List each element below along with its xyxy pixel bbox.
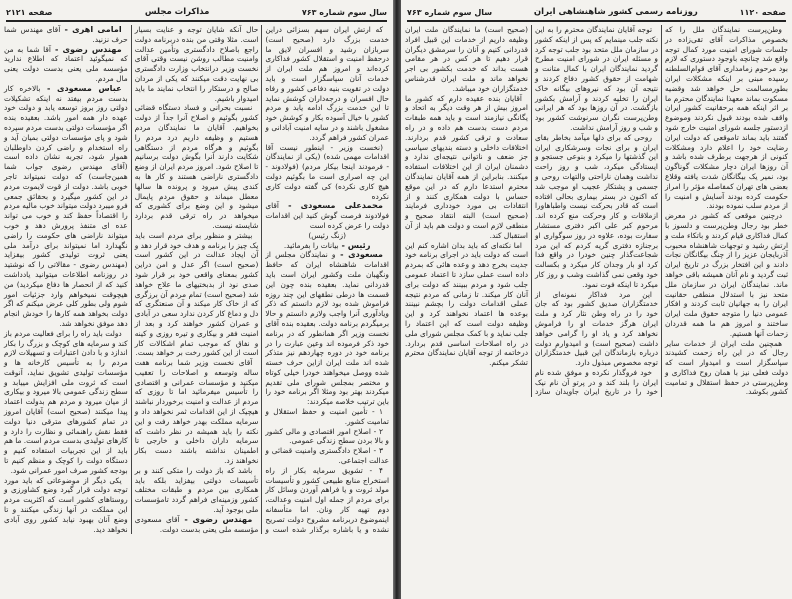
- paragraph-text: ۳ - اصلاح دادگستری وامنیت قضائی و عدالت اجتماعی.: [265, 446, 389, 466]
- section-title: مذاکرات مجلس: [144, 7, 210, 17]
- paragraph: [265, 201, 389, 230]
- paragraph: [265, 231, 389, 241]
- paragraph: [405, 94, 528, 241]
- paragraph: [265, 407, 389, 427]
- paragraph: [665, 25, 788, 211]
- paragraph: [135, 231, 259, 358]
- paragraph-text: (زنگ رئیس): [308, 230, 346, 240]
- paragraph-text: آقای مهندس شما حرف نزنید.: [4, 25, 128, 44]
- newspaper-title: روزنامه رسمی کشور شاهنشاهی ایران: [533, 7, 698, 17]
- paragraph-text: دولت باید راه را برای فعالیت مردم باز کند و سرمایه های کوچک و بزرگ را بکار اندازد و با دادن اعتبارات و تسهیلات لازم مردم را به تأسیس کارخانه ها و مؤسسات تولیدی تشویق نماید، آنوقت است که ثروت ملی افزایش مییابد و سطح زندگی عمومی بالا میرود و بیکاری از میان میرود و مردم هم بدولت اعتماد پیدا میکنند (صحیح است) آقایان امروز در تمام کشورهای مترقی دنیا دولت فقط نقش راهنمائی و نظارت را دارد و کارهای تولیدی بدست مردم است. ما هم باید از این تجربیات استفاده کنیم و دستگاه دولت را کوچک و منظم کنیم تا بودجه کشور صرف امور عمرانی شود.: [4, 328, 128, 475]
- speaker-name: رئیس -: [338, 239, 371, 250]
- issue-number: سال سوم شماره ۷۶۳: [301, 7, 387, 17]
- paragraph: [135, 466, 259, 515]
- paragraph-text: بالاخره کار بدست مردم بیفتد نه اینکه تشکیلات دولتی روز بروز توسعه یابد و دولت خود عهده دار همه امور باشد. بعقیده بنده اگر مؤسسات دولتی بدست مردم سپرده شود و پای مؤسسات دولتی بمیان آید و راه استخدام و راضی کردن داوطلبان هموار شود، تجربه نشان داده است (آقای مهندس رضوی جواب شما همین‌جاست) که دولت نمیتواند تاجر خوبی باشد. دولت از قوت لایموت مردم در این کشور میگیرد و بحقائق جمعی فرو میبرد دولت میتواند خوب مالیه مردم را اقتصاداً حفظ کند و خوب می تواند عده ای متنفذ پرورش دهد و خوب میتواند ناراضی های حکومت را راضی نگهدارد اما نمیتواند برای درآمد ملی یعنی ثروت تولیدی کشور بیفزاید (مهندس رضوی - مقالاتی را که نوشتید در روزنامه اطلاعات میتوانید یادداشت کنید که از انحصار ها دفاع میکردید) من هیچوقت نمیخواهم وارد جزئیات امور شوم ولی بطور کلی عرض میکنم که اگر دولت بخواهد همه کارها را خودش انجام دهد موفق نخواهد شد.: [4, 83, 128, 328]
- paragraph-text: آقای مسعودی مؤسسه ملی یعنی بدست دولت.: [134, 514, 259, 534]
- paragraph-text: ۴ - تشویق سرمایه بکار از راه استخراج منابع طبیعی کشور و تأسیسات مولد ثروت و یا فراهم آوردن وسائل کار برای مردم از جمله اول امنیت وعدالت، دوم تهیه کار ونان. اما متأسفانه اینموضوع دربرنامه مشروح دولت تصریح نشده و یا باشاره برگذار شده است و حال آنکه شایان توجه و عنایت بسیار است. مثلا وقتی من بنده دربرنامه دولت راجع باصلاح دادگستری وتأمین عدالت وامنیت مطالب روشن نیست وقتی آقای نخست وزیر درانتخاب وزارت دادگستری بی نهایت دقت میکنند که یکی از مردان صالح و درستکار را انتخاب نمایند ما باید امیدوار باشیم.: [134, 25, 389, 534]
- column-1: [665, 25, 788, 397]
- paragraph: [135, 103, 259, 230]
- paragraph-text: همچنین ملت ایران از خدمات سایر رجال که در این راه زحمت کشیدند سپاسگزار است و امیدوار است که دولت فعلی نیز با همان روح فداکاری و وطن‌پرستی در حفظ استقلال و تمامیت کشور بکوشد.: [665, 338, 788, 397]
- paragraph: [405, 241, 528, 368]
- paragraph-text: آقایان بنده عقیده دارم که کشور ما امروز بیش از هر وقت دیگر به اتحاد و یگانگی نیازمند است و باید همه طبقات مردم دست بدست هم داده و در راه سعادت و ترقی کشور قدم بردارند. اختلافات داخلی و دسته بندیهای سیاسی جز ضعف و ناتوانی نتیجه‌ای ندارد و دشمنان ایران از این اختلافات استفاده میکنند. بنابراین از همه آقایان نمایندگان محترم استدعا دارم که در این موقع حساس با دولت همکاری کنند و از انتقادات بی مورد خودداری فرمایند (صحیح است) البته انتقاد صحیح و منطقی لازم است و دولت هم باید از آن استقبال کند.: [405, 93, 528, 240]
- paragraph: [4, 45, 128, 84]
- speaker-name: محمدعلی مسعودی -: [278, 200, 383, 211]
- page-header: [407, 4, 786, 22]
- paragraph-text: آقای نخست وزیر شما برنامه هفت ساله وتوسعه و اصلاحات را تعقیب میکنید و مؤسسات عمرانی و اقتصادی را تأسیس میفرمائید اما تا روزی که مردم از عدالت و امنیت برخوردار نباشند هیچیک از این اقدامات ثمر نخواهد داد و سرمایه مملکت بهدر خواهد رفت و این نکته را باید همیشه در نظر داشت که سرمایه داران داخلی و خارجی تا اطمینان نداشته باشند دست بکار نخواهند زد.: [134, 358, 259, 466]
- paragraph-text: خود فروگذار نکرده و موفق شده نام ایران را بلند کند و در پرتو آن نام نیک خود را در تاریخ ایران جاویدان سازد (صحیح است) ما نمایندگان ملت ایران وظیفه داریم از خدمات این قبیل افراد قدردانی کنیم و آنان را سرمشق دیگران قرار دهیم تا هر کس در هر مقامی هست بداند که خدمت بکشور بی اجر نخواهد ماند و ملت ایران قدرشناس خدمتگزاران خود میباشد.: [405, 25, 658, 397]
- speaker-name: عباس مسعودی -: [40, 82, 122, 93]
- text-columns: [405, 25, 788, 397]
- book-gutter: [393, 0, 401, 599]
- paragraph: [535, 290, 658, 368]
- paragraph-text: این مرد فداکار نمونه‌ای از خدمتگزاران صدیق کشور بود که جان خود را در راه وطن نثار کرد و ملت ایران هرگز خدمات او را فراموش نخواهد کرد و یاد او را گرامی خواهد داشت (صحیح است) و امیدوارم دولت درباره بازماندگان این قبیل خدمتگزاران توجه مخصوص مبذول دارد.: [535, 289, 658, 368]
- right-page: [401, 0, 792, 599]
- paragraph: [4, 476, 128, 535]
- speaker-name: مهندس رضوی -: [50, 43, 122, 54]
- paragraph-text: اما نکته‌ای که باید بدان اشاره کنم این است که دولت باید در اجرای برنامه خود جدیت بخرج دهد و وعده هائی که بمردم داده است عملی سازد تا اعتماد عمومی جلب شود و مردم ببینند که دولت برای آنان کار میکند. تا زمانی که مردم نتیجه عملی اقدامات دولت را بچشم نبینند بوعده ها اعتماد نخواهند کرد و این وظیفه دولت است که این اعتماد را جلب نماید و با کمک مجلس شورای ملی در راه اصلاحات اساسی قدم بردارد. درخاتمه از توجه آقایان نمایندگان محترم تشکر میکنم.: [405, 240, 528, 368]
- paragraph: [265, 250, 389, 407]
- paragraph: [535, 133, 658, 290]
- paragraph: [135, 515, 259, 535]
- paragraph-text: و نمایندگان مجلس از اقدامات شاهنشاه ایران که حافظ ونگهبان ملت وکشور ایران است باید قدردانی نماید. بعقیده بنده چون این قسمت ها درطی نطقهای این چند روزه فراموش شده بود لازم دانستم که ذکر ویادآوری آنرا واجب ولازم دانستم و حالا برمیگردم برنامه دولت. بعقیده بنده آقای نخست وزیر اگر همانطور که در برنامه خود ذکر فرموده اند وعین عبارت را در برنامه خود در دوره چهاردهم نیز متذکر شده اند ملت ایران ازاین حرف خسته شده ووصل میخواهند خودرا خیلی کوتاه و مختصر بمجلس شورای ملی تقدیم میکردند بهتر بود ومثلا اگر برنامه خود را باین ترتیب خلاصه میکردند:: [265, 250, 389, 407]
- paragraph-text: روحی که برای دلها میآمد بخاطر بقای ایران و برای نجات وسرشکاری ایران این گذشتها را میکرد و بنوعی جستجو و ایستادگی میکرد، شب و روز راحت نداشت وهمان ناراحتی والتهات روحی و جسمی و پشتکار عجیب او موجب شد که اکنون در بستر بیماری بحالی افتاده است که قادر بحرکت نیست واطباهاورا ازملاقات و کار وحرکت منع کرده اند. مرحوم کبر علی اکبر دفتری مستشار سفارت بوده، علاوه در روز سوگواری او برجنازه دفتری گریه کردم که این مرد شجاعت‌گذار چنین خودرا در واقع فدا کرد او بار وجدان کار میکرد و بکسالت خود وقعی نمی گذاشت وشب و روز کار میکرد تا اینکه فوت نمود.: [535, 132, 658, 289]
- paragraph-text: توجه آقایان نمایندگان محترم را به این نکته جلب مینمایم که پس از اینکه کشور در سازمان ملل متحد بود جلب توجه کرد و مسئله ایران در شورای امنیت مطرح گردید نمایندگان ایران با کمال متانت و شهامت از حقوق کشور دفاع کردند و نتیجه آن بود که نیروهای بیگانه خاک ایران را تخلیه کردند و آرامش بکشور بازگشت. در آن روزها بود که هر ایرانی وطن‌پرست نگران سرنوشت کشور بود و شب و روز آرامش نداشت.: [535, 25, 658, 132]
- paragraph-text: ۲ - اصلاح امور اقتصادی و مالی کشور و بالا بردن سطح زندگی عمومی.: [265, 426, 389, 446]
- paragraph: [4, 84, 128, 329]
- speaker-name: امامی اهری -: [60, 24, 122, 34]
- paragraph-text: (نخست وزیر - اینطور نیست آقا اقدامات مهمی شده) (یکی از نمایندگان - فرمودند اینجا بیکار مردم) (فولادوند - این چه اصراری است ما بگوئیم دولت هیچ کاری نکرده) کی گفته دولت کاری نکرده: [265, 142, 389, 201]
- speaker-name: مسعودی -: [335, 249, 383, 260]
- paragraph: [265, 446, 389, 466]
- page-number: صفحه ۲۱۲۱: [6, 7, 53, 17]
- paragraph-text: نسبت بحرانی و فساد دستگاه قضائی کشور بگوئیم و اصلاح آنرا جداً از دولت بخواهیم. آقایان ما نمایندگان مردم هستیم و وظیفه داریم درد مردم را بگوئیم و هرگاه مردم از دستگاهی شکایت دارند آنرا بگوش دولت برسانیم تا اصلاح شود. امروز مردم ایران از وضع دادگستری ناراضی هستند و کار ها به کندی پیش میرود و پرونده ها سالها معطل میماند و حقوق مردم پایمال میشود و این وضع برای کشوری که میخواهد در راه ترقی قدم بردارد شایسته نیست.: [134, 103, 259, 230]
- paragraph: [4, 25, 128, 45]
- paragraph: [4, 329, 128, 476]
- speaker-name: مهندس رضوی -: [179, 513, 253, 524]
- paragraph: [665, 211, 788, 338]
- paragraph-text: باشد که باز دولت را متکی کنند و بر تأسیسات دولتی بیفزاید بلکه باید همکاری بین مردم و طبقات مختلف کشور وزمینه‌ای فراهم گردد تامؤسسات ملی بوجود آید.: [134, 465, 259, 515]
- paragraph: [135, 358, 259, 466]
- paragraph: [265, 427, 389, 447]
- issue-number: سال سوم شماره ۷۶۳: [407, 7, 493, 17]
- page-number: صفحه ۱۱۲۰: [739, 7, 786, 17]
- paragraph-text: بیشتر و منظور برای مردم است باید یک چیز را برنامه و هدف خود قرار دهد و آن ایجاد عدالت در این کشور است (صحیح است) اگر عدل و امن دراین کشور بمعنای واقعی خود بر قرار شود صدی نود از بدبختیهای ما علاج خواهد شد (صحیح است) تمام مردم آن برزگری که از خاک کار میکند و آن صنعتگری که دل و دماغ کار کردن ندارد سعی در آبادی و عمران کشور خواهند کرد و بعد از امنیت فقر و بیکاری و تیره روزی و کینه و نفاق که موجب تمام اشکالات کار است از این کشور رخت بر خواهد بست.: [134, 230, 259, 358]
- paragraph: [665, 339, 788, 398]
- paragraph-text: بیانات را بفرمائید.: [283, 240, 339, 250]
- paragraph-text: درچنین موقعی که کشور در معرض خطر بود رجال وطن‌پرست و دلسوز با کمال فداکاری قیام کردند و باتکاء ملت و ارتش رشید و توجهات شاهنشاه محبوب آذربایجان عزیز را از چنگ بیگانگان نجات دادند و این افتخار بزرگ در تاریخ ایران ثبت گردید و نام آنان همیشه باقی خواهد ماند. نمایندگان ایران در سازمان ملل متحد نیز با استدلال منطقی حقانیت ایران را به جهانیان ثابت کردند و افکار عمومی دنیا را متوجه حقوق ملت ایران ساختند و امروز هم ما همه قدردان زحمات آنها هستیم.: [665, 211, 788, 338]
- paragraph-text: ۱ - تأمین امنیت و حفظ استقلال و تمامیت کشور.: [265, 407, 389, 426]
- paragraph-text: آقای فولادوند فرصت گوش کنید این اقدامات دولت را عرض کرده است: [265, 201, 389, 230]
- paragraph: [265, 25, 389, 143]
- column-2: [535, 25, 658, 368]
- page-header: [6, 4, 387, 22]
- column-3: [4, 84, 128, 535]
- paragraph: [535, 25, 658, 133]
- paragraph-text: یکی دیگر از موضوعاتی که باید مورد توجه دولت قرار گیرد وضع کشاورزی و روستاهای کشور است که اکثریت مردم این مملکت در آنها زندگی میکنند و تا وضع آنان بهبود نیابد کشور روی آبادی نخواهد دید.: [4, 475, 128, 534]
- paragraph-text: وطن‌پرست نمایندگان ملل را که بخصوص مذاکرات آقای تقی‌زاده در جلسات شورای امنیت مورد کمال توجه واقع شد چنانچه باوجود دستوری که لازم بود مرحوم زمامداری آقای قوام‌السلطنه رسیده مبنی بر اینکه مشکلات ایران بطورمسالمت حل خواهد شد وقضیه مسکوت بماند معهذا نمایندگان محترم ما بر اثر اینکه همه برحقانیت کشور ایران واقف شده بودند قبول نکردند وموضوع ازدستور جلسه شورای امنیت خارج شود گفتند باید بماند تاموقعی که دولت ایران رضایت خود را اعلام دارد ومشکلات کنونی از هرجهت برطرف شده باشد و آن روزها ایران دچار مشکلات گوناگون بود، نمیر یک بیگانگان شدت یافته وقلاع بعضی های تهران کمفاصله مؤثر را امراز حکومت کرده بودند آسایش و امنیت را از مردم سلب نموده بودند.: [665, 25, 788, 211]
- paragraph-text: که ارتش ایران سهم بسزائی دراین خدمت بزرگ دارد (صحیح است) سربازان رشید و افسران لایق ما درحفظ امنیت و استقلال کشور فداکاری کرده‌اند و امروز هم ملت ایران از خدمات آنان سپاسگزار است و باید دولت در تقویت بنیه دفاعی کشور و رفاه حال افسران و درجه‌داران کوشش نماید تا این خدمت بزرگ ادامه یابد و مردم کشور با خیال آسوده بکار و کوشش خود مشغول باشند و در سایه امنیت آبادانی و عمران کشور فراهم گردد.: [265, 25, 389, 142]
- text-columns: [4, 25, 389, 534]
- paragraph: [265, 143, 389, 202]
- left-page: [0, 0, 393, 599]
- paragraph-text: آقا شما به من که نمیگوئید اعتماد که اطلاع ندارید مؤسسه ملی یعنی بدست دولت یعنی مال مردم.: [4, 44, 128, 83]
